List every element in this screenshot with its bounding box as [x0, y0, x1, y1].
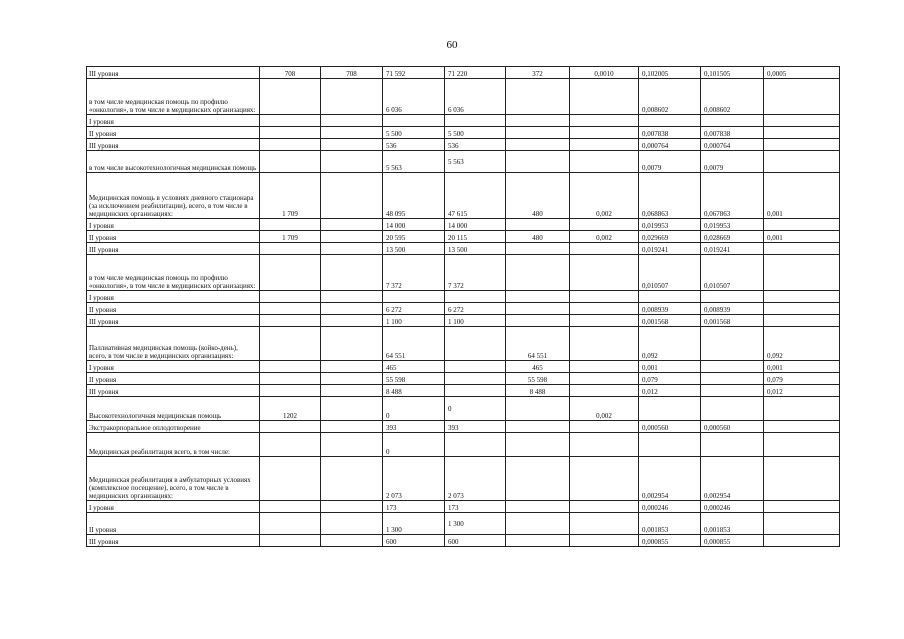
table-cell [506, 243, 570, 255]
table-cell [321, 421, 383, 433]
table-cell: 1 100 [383, 315, 445, 327]
table-cell [764, 291, 840, 303]
table-cell [445, 291, 506, 303]
row-label: Высокотехнологичная медицинская помощь [87, 397, 260, 421]
row-label: III уровня [87, 315, 260, 327]
table-cell [701, 291, 764, 303]
row-label: Медицинская реабилитация всего, в том числе: [87, 433, 260, 457]
table-cell: 5 500 [445, 127, 506, 139]
table-cell: 0,000246 [701, 501, 764, 513]
table-cell: 1 300 [383, 513, 445, 535]
table-cell [506, 513, 570, 535]
table-cell: 0,000560 [639, 421, 701, 433]
table-cell [764, 79, 840, 115]
table-cell: 0,000855 [639, 535, 701, 547]
table-cell [570, 373, 639, 385]
table-cell [570, 303, 639, 315]
table-cell: 0,001568 [701, 315, 764, 327]
table-cell: 465 [506, 361, 570, 373]
table-cell: 0,008602 [701, 79, 764, 115]
table-cell [321, 373, 383, 385]
row-label: Медицинская реабилитация в амбулаторных условиях (комплексное посещение), всего, в том числе в медицинских организациях: [87, 457, 260, 501]
table-cell [764, 255, 840, 291]
table-cell [570, 457, 639, 501]
table-cell [701, 373, 764, 385]
table-cell: 0,001568 [639, 315, 701, 327]
table-cell [321, 361, 383, 373]
table-row [87, 231, 840, 243]
table-cell [321, 457, 383, 501]
table-cell [321, 513, 383, 535]
table-cell [260, 243, 321, 255]
table-row [87, 243, 840, 255]
table-row [87, 255, 840, 291]
table-cell: 0,007838 [701, 127, 764, 139]
row-label: II уровня [87, 513, 260, 535]
table-cell: 708 [321, 67, 383, 79]
table-cell: 0,067863 [701, 173, 764, 219]
table-cell [701, 385, 764, 397]
table-cell: 0,002954 [639, 457, 701, 501]
table-cell [321, 303, 383, 315]
table-cell [383, 115, 445, 127]
table-cell [506, 79, 570, 115]
table-cell: 55 598 [383, 373, 445, 385]
table-cell: 0,079 [639, 373, 701, 385]
row-label: II уровня [87, 127, 260, 139]
table-cell [764, 397, 840, 421]
table-row [87, 327, 840, 361]
table-cell: 20 115 [445, 231, 506, 243]
table-cell [764, 457, 840, 501]
table-cell: 600 [445, 535, 506, 547]
table-row [87, 457, 840, 501]
table-cell [506, 421, 570, 433]
row-label: в том числе высокотехнологичная медицинская помощь [87, 151, 260, 173]
table-cell: 0,0005 [764, 67, 840, 79]
table-row [87, 373, 840, 385]
table-cell: 0,019953 [639, 219, 701, 231]
table-cell [506, 457, 570, 501]
table-cell [506, 433, 570, 457]
table-cell [570, 127, 639, 139]
table-cell: 5 563 [383, 151, 445, 173]
table-cell [260, 115, 321, 127]
table-cell [570, 513, 639, 535]
table-row [87, 433, 840, 457]
table-cell [764, 303, 840, 315]
table-cell [570, 433, 639, 457]
row-label: Паллиативная медицинская помощь (койко-день), всего, в том числе в медицинских организациях: [87, 327, 260, 361]
table-cell: 0,008939 [701, 303, 764, 315]
table-cell [570, 115, 639, 127]
table-cell: 0,000246 [639, 501, 701, 513]
table-cell [321, 501, 383, 513]
table-cell [506, 535, 570, 547]
table-cell [506, 151, 570, 173]
row-label: Экстракорпоральное оплодотворение [87, 421, 260, 433]
table-cell: 0,010507 [701, 255, 764, 291]
row-label: III уровня [87, 243, 260, 255]
row-label: II уровня [87, 373, 260, 385]
table-cell [506, 303, 570, 315]
table-cell [570, 535, 639, 547]
table-cell: 0,0010 [570, 67, 639, 79]
table-cell [570, 243, 639, 255]
table-cell [570, 501, 639, 513]
table-cell: 0,092 [764, 327, 840, 361]
table-row [87, 79, 840, 115]
table-cell [321, 385, 383, 397]
table-cell [321, 291, 383, 303]
table-cell [701, 327, 764, 361]
table-cell: 0,019241 [701, 243, 764, 255]
table-cell [321, 127, 383, 139]
table-cell: 0,012 [764, 385, 840, 397]
table-cell [321, 79, 383, 115]
table-cell [764, 139, 840, 151]
row-label: II уровня [87, 231, 260, 243]
table-cell [260, 139, 321, 151]
table-cell [321, 173, 383, 219]
table-cell: 0,002 [570, 231, 639, 243]
table-cell: 0,068863 [639, 173, 701, 219]
table-cell [321, 139, 383, 151]
table-cell: 6 272 [445, 303, 506, 315]
table-cell [570, 79, 639, 115]
table-cell [570, 219, 639, 231]
table-cell [506, 127, 570, 139]
table-cell: 1 300 [445, 513, 506, 535]
table-cell: 2 073 [383, 457, 445, 501]
table-cell: 48 095 [383, 173, 445, 219]
table-cell [639, 433, 701, 457]
table-cell [570, 361, 639, 373]
table-cell: 8 488 [383, 385, 445, 397]
table-cell [506, 115, 570, 127]
table-cell: 0,028669 [701, 231, 764, 243]
table-cell [321, 255, 383, 291]
table-cell [445, 361, 506, 373]
table-cell: 0,000560 [701, 421, 764, 433]
table-row [87, 315, 840, 327]
table-cell [764, 243, 840, 255]
table-cell: 0,010507 [639, 255, 701, 291]
table-cell [445, 373, 506, 385]
table-cell: 0,0079 [639, 151, 701, 173]
table-cell: 173 [445, 501, 506, 513]
table-cell: 0,001 [764, 231, 840, 243]
table-cell [506, 315, 570, 327]
table-row [87, 535, 840, 547]
table-cell: 0,008939 [639, 303, 701, 315]
table-cell [701, 433, 764, 457]
table-cell: 0 [445, 397, 506, 421]
table-cell [260, 303, 321, 315]
table-cell: 393 [445, 421, 506, 433]
row-label: III уровня [87, 67, 260, 79]
table-cell [764, 315, 840, 327]
table-cell: 2 073 [445, 457, 506, 501]
table-cell: 5 500 [383, 127, 445, 139]
table-cell [260, 219, 321, 231]
table-cell: 0,019953 [701, 219, 764, 231]
table-cell [260, 501, 321, 513]
table-cell: 372 [506, 67, 570, 79]
table-cell [506, 501, 570, 513]
row-label: III уровня [87, 535, 260, 547]
row-label: I уровня [87, 291, 260, 303]
table-cell [260, 361, 321, 373]
table-cell [260, 433, 321, 457]
table-cell: 0,000764 [701, 139, 764, 151]
table-cell [321, 115, 383, 127]
page-number: 60 [446, 39, 458, 51]
table-cell: 64 551 [383, 327, 445, 361]
row-label: в том числе медицинская помощь по профилю «онкология», в том числе в медицинских организациях: [87, 255, 260, 291]
table-cell [260, 255, 321, 291]
table-cell: 71 220 [445, 67, 506, 79]
row-label: I уровня [87, 501, 260, 513]
data-table [86, 66, 840, 547]
table-cell [260, 127, 321, 139]
table-cell: 0,001 [764, 173, 840, 219]
table-cell [260, 327, 321, 361]
table-cell [639, 115, 701, 127]
table-cell: 480 [506, 231, 570, 243]
table-row [87, 173, 840, 219]
table-cell [764, 433, 840, 457]
table-cell: 0 [383, 433, 445, 457]
table-cell [570, 151, 639, 173]
table-cell: 14 000 [383, 219, 445, 231]
table-cell: 600 [383, 535, 445, 547]
table-row [87, 115, 840, 127]
row-label: III уровня [87, 385, 260, 397]
table-cell: 465 [383, 361, 445, 373]
table-row [87, 139, 840, 151]
table-cell [321, 327, 383, 361]
table-cell [701, 115, 764, 127]
table-cell [321, 433, 383, 457]
table-cell: 0,019241 [639, 243, 701, 255]
table-cell: 0,001853 [639, 513, 701, 535]
table-cell [321, 151, 383, 173]
table-cell: 0,001 [764, 361, 840, 373]
table-cell [445, 433, 506, 457]
table-cell: 5 563 [445, 151, 506, 173]
table-cell [639, 291, 701, 303]
table-cell [701, 397, 764, 421]
table-row [87, 513, 840, 535]
table-cell [506, 139, 570, 151]
table-cell: 1 709 [260, 231, 321, 243]
table-cell [764, 513, 840, 535]
table-cell [506, 291, 570, 303]
table-row [87, 397, 840, 421]
table-cell [506, 255, 570, 291]
table-cell [701, 361, 764, 373]
table-cell [260, 457, 321, 501]
table-cell: 173 [383, 501, 445, 513]
table-row [87, 67, 840, 79]
table-cell [764, 535, 840, 547]
table-cell [321, 315, 383, 327]
row-label: II уровня [87, 303, 260, 315]
table-cell: 480 [506, 173, 570, 219]
table-cell: 0,000855 [701, 535, 764, 547]
table-cell [321, 243, 383, 255]
row-label: I уровня [87, 115, 260, 127]
table-cell: 71 592 [383, 67, 445, 79]
table-cell [321, 535, 383, 547]
table-cell [764, 219, 840, 231]
table-cell: 13 500 [445, 243, 506, 255]
table-cell: 14 000 [445, 219, 506, 231]
table-cell: 20 595 [383, 231, 445, 243]
table-row [87, 501, 840, 513]
table-cell: 55 598 [506, 373, 570, 385]
table-cell: 0,001 [639, 361, 701, 373]
table-row [87, 361, 840, 373]
table-row [87, 151, 840, 173]
table-cell [260, 315, 321, 327]
table-cell [321, 219, 383, 231]
row-label: I уровня [87, 219, 260, 231]
table-cell: 8 488 [506, 385, 570, 397]
table-cell: 0,092 [639, 327, 701, 361]
table-cell: 7 372 [383, 255, 445, 291]
table-cell [260, 513, 321, 535]
table-cell [506, 397, 570, 421]
row-label: I уровня [87, 361, 260, 373]
table-cell [260, 421, 321, 433]
table-cell: 0,008602 [639, 79, 701, 115]
table-cell: 7 372 [445, 255, 506, 291]
table-cell [570, 421, 639, 433]
table-cell: 536 [383, 139, 445, 151]
table-cell: 0,079 [764, 373, 840, 385]
table-cell: 0,002 [570, 173, 639, 219]
table-cell [570, 385, 639, 397]
table-cell [639, 397, 701, 421]
table-cell: 1 709 [260, 173, 321, 219]
table-cell [383, 291, 445, 303]
table-cell: 6 272 [383, 303, 445, 315]
table-cell [260, 373, 321, 385]
table-cell: 0,029669 [639, 231, 701, 243]
table-cell: 47 615 [445, 173, 506, 219]
table-cell: 6 036 [445, 79, 506, 115]
table-cell [260, 385, 321, 397]
table-cell: 1202 [260, 397, 321, 421]
table-cell: 0,102005 [639, 67, 701, 79]
table-row [87, 385, 840, 397]
table-cell [570, 291, 639, 303]
table-cell [764, 127, 840, 139]
table-cell [570, 255, 639, 291]
table-cell [445, 385, 506, 397]
table-cell: 0,002 [570, 397, 639, 421]
table-cell [260, 291, 321, 303]
table-row [87, 303, 840, 315]
table-cell: 1 100 [445, 315, 506, 327]
table-cell [570, 327, 639, 361]
table-cell: 0,012 [639, 385, 701, 397]
table-cell [506, 219, 570, 231]
table-cell: 13 500 [383, 243, 445, 255]
table-cell [321, 231, 383, 243]
table-cell [570, 139, 639, 151]
table-cell [445, 327, 506, 361]
table-row [87, 291, 840, 303]
row-label: III уровня [87, 139, 260, 151]
table-cell: 393 [383, 421, 445, 433]
table-row [87, 127, 840, 139]
table-cell [570, 315, 639, 327]
table-cell: 0,007838 [639, 127, 701, 139]
table-cell [445, 115, 506, 127]
table-cell [321, 397, 383, 421]
table-cell [764, 421, 840, 433]
table-cell [260, 79, 321, 115]
table-row [87, 219, 840, 231]
table-cell [260, 151, 321, 173]
row-label: Медицинская помощь в условиях дневного стационара (за исключением реабилитации), всего, в том числе в медицинских организациях: [87, 173, 260, 219]
table-cell: 0,001853 [701, 513, 764, 535]
table-cell [764, 115, 840, 127]
table-cell: 6 036 [383, 79, 445, 115]
table-cell: 708 [260, 67, 321, 79]
row-label: в том числе медицинская помощь по профилю «онкология», в том числе в медицинских организациях: [87, 79, 260, 115]
table-cell: 0,101505 [701, 67, 764, 79]
table-cell: 64 551 [506, 327, 570, 361]
table-cell [260, 535, 321, 547]
table-cell: 536 [445, 139, 506, 151]
table-cell: 0,0079 [701, 151, 764, 173]
table-cell [764, 151, 840, 173]
table-cell [764, 501, 840, 513]
table-cell: 0 [383, 397, 445, 421]
table-row [87, 421, 840, 433]
table-cell: 0,002954 [701, 457, 764, 501]
table-cell: 0,000764 [639, 139, 701, 151]
